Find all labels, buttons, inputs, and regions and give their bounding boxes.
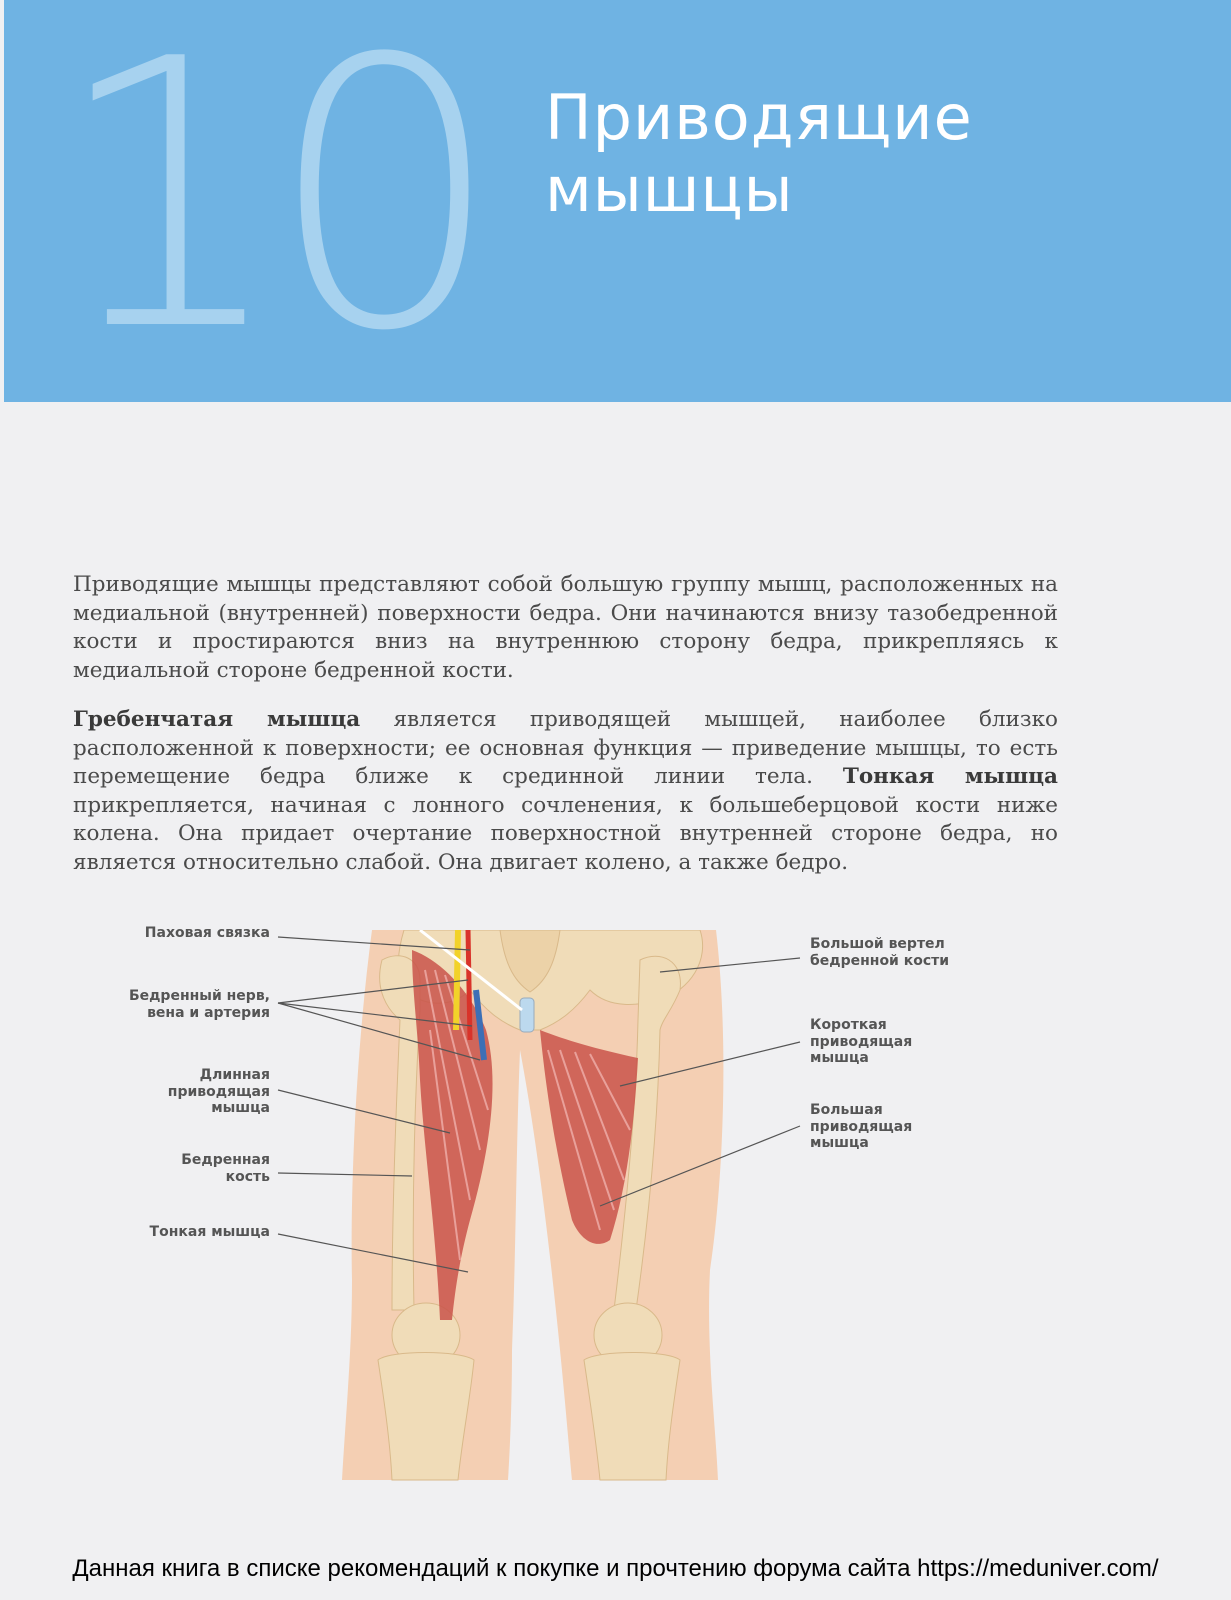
label-text: вена и артерия — [147, 1004, 270, 1021]
label-text: приводящая — [810, 1118, 913, 1135]
label-text: мышца — [810, 1050, 869, 1066]
paragraph2-text2: прикрепляется, начиная с лонного сочленения, к большеберцовой кости ниже колена. Она придает очертание поверхностной внутренней стороне бедра, но является относительно слабой. Она двигает колено, а также бедро. — [73, 792, 1058, 875]
chapter-title-line1: Приводящие — [545, 81, 973, 154]
label-text: приводящая — [810, 1033, 913, 1050]
label-gracilis — [100, 1224, 270, 1241]
label-femoral-nerve — [100, 988, 270, 1021]
label-text: приводящая — [167, 1083, 270, 1100]
label-text: Короткая — [810, 1017, 887, 1033]
label-inguinal-ligament — [100, 925, 270, 942]
pubic-symphysis — [520, 998, 534, 1032]
femoral-artery — [468, 930, 470, 1040]
label-adductor-longus — [100, 1067, 270, 1117]
label-adductor-brevis — [810, 1017, 1010, 1067]
label-adductor-magnus — [810, 1102, 1010, 1152]
label-femur — [100, 1152, 270, 1185]
label-text: кость — [225, 1168, 270, 1185]
chapter-title — [545, 82, 1065, 226]
term-pectineus: Гребенчатая мышца — [73, 707, 361, 732]
anatomy-figure — [0, 925, 1231, 1520]
label-text: Большая — [810, 1102, 883, 1118]
term-gracilis: Тонкая мышца — [842, 764, 1058, 789]
intro-paragraph: Приводящие мышцы представляют собой большую группу мышц, расположенных на медиальной (внутренней) поверхности бедра. Они начинаются внизу тазобедренной кости и простираются вниз на внутреннюю сторону бедра, прикрепляясь к медиальной стороне бедренной кости. — [73, 572, 1058, 683]
femoral-nerve — [456, 930, 458, 1030]
footer-note: Данная книга в списке рекомендаций к покупке и прочтению форума сайта https://meduniver.com/ — [72, 1555, 1159, 1582]
label-text: Бедренный нерв, — [128, 988, 270, 1004]
chapter-number: 10 — [52, 0, 483, 412]
left-tibia — [378, 1353, 474, 1481]
label-text: мышца — [810, 1135, 869, 1151]
label-text: Паховая связка — [144, 925, 270, 941]
label-greater-trochanter — [810, 936, 1010, 969]
right-tibia — [584, 1353, 680, 1481]
paragraph2-text1: является приводящей мышцей, наиболее близко расположенной к поверхности; ее основная функция — приведение мышцы, то есть перемещение бедра ближе к срединной линии тела. — [73, 707, 1058, 789]
label-text: Длинная — [199, 1067, 270, 1083]
label-text: Тонкая мышца — [149, 1224, 270, 1240]
label-text: Большой вертел — [810, 936, 945, 952]
chapter-title-line2: мышцы — [545, 153, 794, 226]
label-text: мышца — [211, 1100, 270, 1116]
label-text: бедренной кости — [810, 952, 950, 969]
pectineus-gracilis-paragraph — [73, 706, 1058, 877]
label-text: Бедренная — [181, 1152, 270, 1168]
